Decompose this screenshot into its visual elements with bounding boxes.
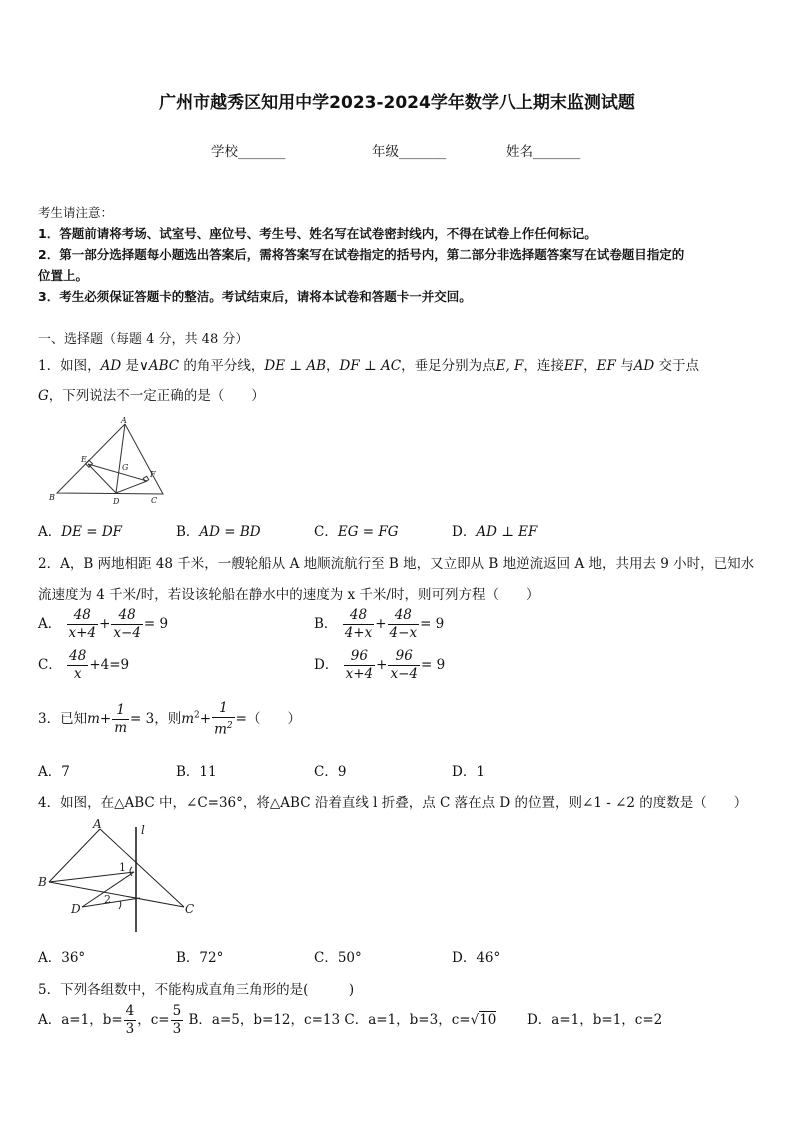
label-c: C (185, 902, 195, 916)
label-angle-1: 1 (119, 861, 126, 874)
section-heading: 一、选择题（每题 4 分，共 48 分） (38, 332, 249, 347)
q3-option-c[interactable]: C．9 (314, 764, 347, 780)
q2-option-c[interactable]: C． $\frac{48}{x}$ +4=9 (38, 648, 130, 682)
notice-item-2-cont: 位置上。 (38, 268, 89, 283)
question-1-line-2: G，下列说法不一定正确的是（ ） (38, 388, 265, 404)
q4-option-d[interactable]: D．46° (452, 950, 501, 966)
q4-option-a[interactable]: A．36° (38, 950, 86, 966)
segment-ab (49, 829, 100, 882)
q1-option-a[interactable]: A．DE = DF (38, 524, 123, 540)
angle-2-arc (119, 901, 121, 909)
question-3: 3．已知m+ $\frac{1}{m}$ = 3，则$m^2+$ $\frac{1}{m^2}$ =（ ） (38, 700, 301, 738)
label-l: l (141, 823, 145, 837)
q3-option-a[interactable]: A．7 (38, 764, 70, 780)
label-f: F (150, 470, 156, 479)
label-a: A (93, 817, 102, 831)
label-e: E (81, 455, 87, 464)
grade-field: 年级_______ (372, 144, 447, 160)
q5-option-b[interactable]: B．a=5，b=12，c=13 (188, 1012, 341, 1028)
segment-dx (82, 898, 140, 907)
question-2-line-1: 2．A，B 两地相距 48 千米，一艘轮船从 A 地顺流航行至 B 地，又立即从 B 地逆流返回 A 地，共用去 9 小时，已知水 (38, 556, 755, 572)
notice-item-1: 1．答题前请将考场、试室号、座位号、考生号、姓名写在试卷密封线内，不得在试卷上作任何标记。 (38, 226, 597, 241)
q2-option-a[interactable]: A． $\frac{48}{x+4}$ + $\frac{48}{x-4}$ = 9 (38, 607, 169, 641)
segment-ac (100, 829, 184, 907)
q2-option-d[interactable]: D． $\frac{96}{x+4}$ + $\frac{96}{x-4}$ = 9 (314, 648, 446, 682)
segment-bc (49, 882, 184, 907)
q1-option-c[interactable]: C．EG = FG (314, 524, 399, 540)
q2-option-b[interactable]: B． $\frac{48}{4+x}$ + $\frac{48}{4-x}$ = 9 (314, 607, 445, 641)
page-title: 广州市越秀区知用中学2023-2024学年数学八上期末监测试题 (159, 93, 635, 113)
q4-option-c[interactable]: C．50° (314, 950, 362, 966)
segment-df (116, 481, 147, 493)
label-d: D (113, 497, 120, 506)
question-4: 4．如图，在△ABC 中，∠C=36°，将△ABC 沿着直线 l 折叠，点 C 落在点 D 的位置，则∠1 - ∠2 的度数是（ ） (38, 795, 748, 811)
label-d: D (71, 902, 81, 916)
label-angle-2: 2 (104, 893, 111, 906)
notice-heading: 考生请注意： (38, 205, 114, 220)
notice-item-3: 3．考生必须保证答题卡的整洁。考试结束后，请将本试卷和答题卡一并交回。 (38, 289, 472, 304)
q1-option-b[interactable]: B．AD = BD (176, 524, 261, 540)
q4-fold-figure (34, 815, 204, 935)
q4-option-b[interactable]: B．72° (176, 950, 224, 966)
q3-option-b[interactable]: B．11 (176, 764, 217, 780)
notice-item-2: 2．第一部分选择题每小题选出答案后，需将答案写在试卷指定的括号内，第二部分非选择题答案写在试卷题目指定的 (38, 247, 685, 262)
name-field: 姓名_______ (506, 144, 581, 160)
question-1-line-1: 1．如图，AD 是∨ABC 的角平分线，DE ⊥ AB，DF ⊥ AC，垂足分别为点E, F，连接EF，EF 与AD 交于点 (38, 358, 700, 374)
label-a: A (121, 416, 127, 425)
q5-option-c[interactable]: C．a=1，b=3，c=√10 (344, 1012, 497, 1028)
label-b: B (49, 493, 55, 502)
school-field: 学校_______ (211, 144, 286, 160)
q1-option-d[interactable]: D．AD ⊥ EF (452, 524, 538, 540)
label-c: C (151, 496, 158, 505)
q5-option-a[interactable]: A．a=1，b= $\frac{4}{3}$ ，c= $\frac{5}{3}$ (38, 1003, 182, 1037)
q3-option-d[interactable]: D．1 (452, 764, 485, 780)
label-g: G (122, 463, 129, 472)
q5-options-row (38, 1003, 662, 1038)
right-angle-f (143, 476, 148, 481)
segment-ad (116, 424, 125, 493)
q5-option-d[interactable]: D．a=1，b=1，c=2 (526, 1012, 663, 1028)
triangle-abc (57, 424, 163, 494)
q1-triangle-figure (40, 412, 170, 507)
question-5: 5．下列各组数中，不能构成直角三角形的是( ) (38, 982, 355, 998)
label-b: B (38, 875, 47, 889)
question-2-line-2: 流速度为 4 千米/时，若设该轮船在静水中的速度为 x 千米/时，则可列方程（ ） (38, 587, 540, 603)
sqrt-sign: √ (470, 1012, 480, 1028)
